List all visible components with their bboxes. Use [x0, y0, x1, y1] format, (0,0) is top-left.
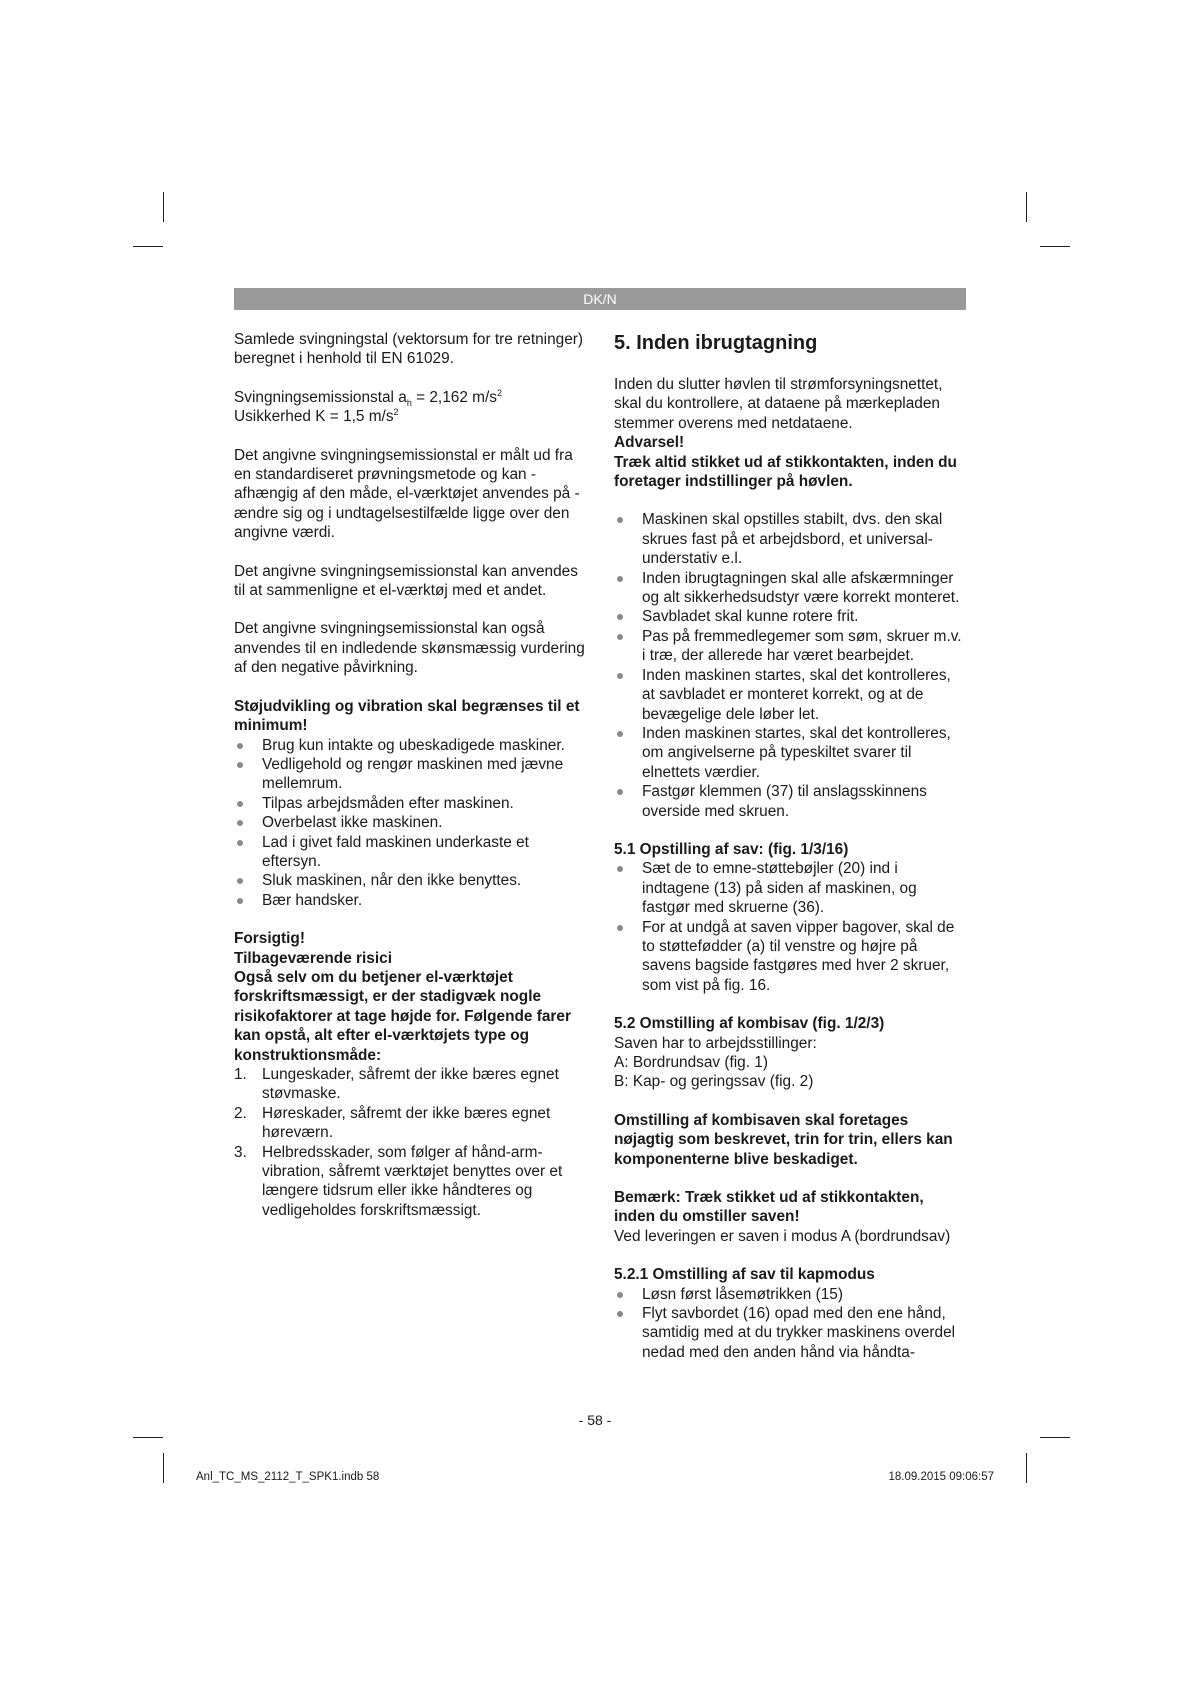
list-item: Løsn først låsemøtrikken (15) [614, 1285, 966, 1304]
vibration-value: Svingningsemissionstal $a_h = 2,162$ $m/s^2$ [234, 387, 502, 408]
warning-text: Træk altid stikket ud af stikkontakten, inden du foretager indstillinger på høvlen. [614, 453, 957, 491]
list-item: For at undgå at saven vipper bagover, skal de to støttefødder (a) til venstre og højre på savens bagside fastgøres med hver 2 skruer, som vist på fig. 16. [614, 918, 966, 996]
list-item: Maskinen skal opstilles stabilt, dvs. den skal skrues fast på et arbejdsbord, et universal-understativ e.l. [614, 510, 966, 568]
paragraph: Inden du slutter høvlen til strømforsyningsnettet, skal du kontrollere, at dataene på mærkepladen stemmer overens med netdataene. [614, 376, 943, 432]
preparation-list [614, 510, 966, 821]
paragraph: Det angivne svingningsemissionstal kan anvendes til at sammenligne et el-værktøj med et andet. [234, 562, 578, 600]
footer-timestamp: 18.09.2015 09:06:57 [888, 1471, 994, 1483]
caution-title: Forsigtig! [234, 930, 305, 948]
list-item: Lad i givet fald maskinen underkaste et eftersyn. [234, 833, 586, 872]
list-item: Fastgør klemmen (37) til anslagsskinnens overside med skruen. [614, 782, 966, 821]
list-item: Savbladet skal kunne rotere frit. [614, 607, 966, 626]
section-title: 5. Inden ibrugtagning [614, 332, 818, 354]
noise-heading: Støjudvikling og vibration skal begrænses til et minimum! [234, 697, 580, 735]
crop-mark [1040, 1437, 1070, 1438]
list-item: Sluk maskinen, når den ikke benyttes. [234, 871, 586, 890]
noise-list [234, 736, 586, 911]
list-item: Overbelast ikke maskinen. [234, 813, 586, 832]
list-item: Brug kun intakte og ubeskadigede maskiner. [234, 736, 586, 755]
crop-mark [1040, 246, 1070, 247]
list-item: 1. Lungeskader, såfremt der ikke bæres egnet støvmaske. [234, 1066, 559, 1103]
setup-list [614, 859, 966, 995]
list-item: Bær handsker. [234, 891, 586, 910]
paragraph: Det angivne svingningsemissionstal kan også anvendes til en indledende skønsmæssig vurdering af den negative påvirkning. [234, 620, 585, 677]
list-item: 2. Høreskader, såfremt der ikke bæres egnet høreværn. [234, 1104, 551, 1142]
crop-mark [133, 1437, 163, 1438]
crop-mark [133, 246, 163, 247]
paragraph: Samlede svingningstal (vektorsum for tre retninger) beregnet i henhold til EN 61029. [234, 331, 584, 368]
paragraph: Ved leveringen er saven i modus A (bordrundsav) [614, 1227, 951, 1245]
footer-file: Anl_TC_MS_2112_T_SPK1.indb 58 [196, 1471, 380, 1483]
paragraph: B: Kap- og geringssav (fig. 2) [614, 1073, 814, 1091]
list-item: Vedligehold og rengør maskinen med jævne mellemrum. [234, 755, 586, 794]
paragraph: A: Bordrundsav (fig. 1) [614, 1054, 768, 1071]
list-item: Tilpas arbejdsmåden efter maskinen. [234, 794, 586, 813]
language-header-bar [234, 288, 966, 310]
header-label: DK/N [583, 291, 617, 307]
residual-risks-title: Tilbageværende risici [234, 949, 392, 967]
list-item: Sæt de to emne-støttebøjler (20) ind i indtagene (13) på siden af maskinen, og fastgør med skruerne (36). [614, 859, 966, 917]
risk-list [234, 1065, 586, 1220]
list-item: Inden maskinen startes, skal det kontrolleres, om angivelserne på typeskiltet svarer til elnettets værdier. [614, 724, 966, 782]
left-column [234, 330, 586, 1220]
crop-mark [1026, 192, 1027, 222]
note-title: Bemærk: Træk stikket ud af stikkontakten, inden du omstiller saven! [614, 1189, 924, 1226]
crop-mark [163, 192, 164, 222]
residual-risks-text: Også selv om du betjener el-værktøjet forskriftsmæssigt, er der stadigvæk nogle risikofaktorer at tage højde for. Følgende farer kan opstå, alt efter el-værktøjets type og konstruktionsmåde: [234, 968, 571, 1064]
list-item: Inden maskinen startes, skal det kontrolleres, at savbladet er monteret korrekt, og at de bevægelige dele løber let. [614, 666, 966, 724]
uncertainty-value: Usikkerhed K = 1,5 $m/s^2$ [234, 407, 399, 426]
warning-title: Advarsel! [614, 434, 685, 452]
subsection-title: 5.2 Omstilling af kombisav (fig. 1/2/3) [614, 1015, 885, 1033]
right-column [614, 330, 966, 1362]
crop-mark [163, 1453, 164, 1483]
list-item: 3. Helbredsskader, som følger af hånd-arm-vibration, såfremt værktøjet benyttes over et længere tidsrum eller ikke håndteres og vedligeholdes forskriftsmæssigt. [234, 1143, 563, 1219]
crop-mark [1026, 1453, 1027, 1483]
subsection-title: 5.1 Opstilling af sav: (fig. 1/3/16) [614, 840, 849, 858]
cut-mode-list [614, 1285, 966, 1363]
paragraph: Det angivne svingningsemissionstal er målt ud fra en standardiseret prøvningsmetode og kan - afhængig af den måde, el-værktøjet anvendes på - ændre sig og i undtagelsestilfælde ligge over den angivne værdi. [234, 446, 580, 542]
list-item: Inden ibrugtagningen skal alle afskærmninger og alt sikkerhedsudstyr være korrekt monteret. [614, 569, 966, 608]
subsection-title: 5.2.1 Omstilling af sav til kapmodus [614, 1266, 875, 1284]
list-item: Pas på fremmedlegemer som søm, skruer m.v. i træ, der allerede har været bearbejdet. [614, 627, 966, 666]
list-item: Flyt savbordet (16) opad med den ene hånd, samtidig med at du trykker maskinens overdel nedad med den anden hånd via håndta- [614, 1304, 966, 1362]
bold-notice: Omstilling af kombisaven skal foretages nøjagtig som beskrevet, trin for trin, ellers kan komponenterne blive beskadiget. [614, 1111, 953, 1168]
paragraph: Saven har to arbejdsstillinger: [614, 1034, 817, 1052]
page-number: - 58 - [578, 1412, 612, 1428]
